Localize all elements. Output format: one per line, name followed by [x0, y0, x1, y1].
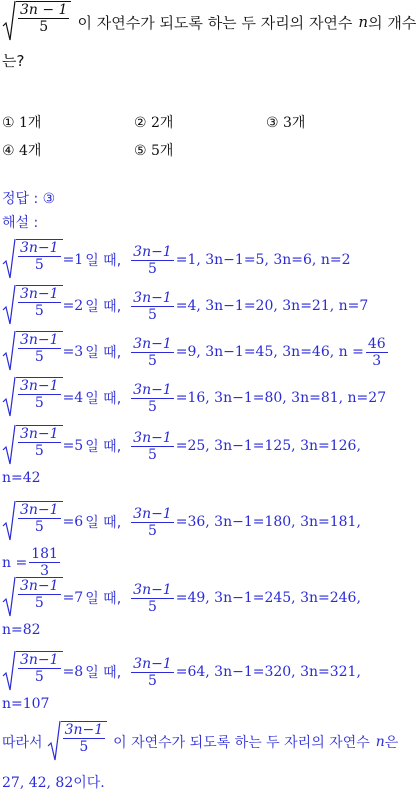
- explanation-line: [2, 238, 350, 282]
- radical: [2, 650, 63, 694]
- explanation-line: [2, 576, 361, 620]
- fraction: $\frac{3n-1}{5}$: [20, 578, 59, 611]
- explanation-line: [2, 376, 386, 420]
- question-text-b: 의 개수: [368, 13, 416, 32]
- radical: [2, 424, 63, 468]
- line-value: =8: [62, 664, 84, 680]
- explanation-line-continued: n=82: [2, 622, 41, 638]
- option-2[interactable]: ② 2개: [134, 115, 174, 131]
- radical-sign: [2, 650, 16, 694]
- line-equations: =64, 3n−1=320, 3n=321,: [175, 664, 361, 680]
- option-3[interactable]: ③ 3개: [266, 115, 306, 131]
- explanation-line: [2, 500, 361, 544]
- line-equations: =49, 3n−1=245, 3n=246,: [175, 590, 361, 606]
- line-equations: =4, 3n−1=20, 3n=21, n=7: [175, 298, 369, 314]
- question-text-c: 는?: [2, 52, 25, 70]
- line-value: =4: [62, 390, 84, 406]
- fraction: $\frac{3n-1}{5}$: [133, 381, 172, 415]
- option-4[interactable]: ④ 4개: [2, 143, 42, 159]
- line-value: =5: [62, 438, 84, 454]
- question-sqrt: [2, 0, 71, 44]
- radical-sign: [47, 720, 61, 764]
- fraction: $\frac{3n-1}{5}$: [20, 378, 59, 411]
- explanation-line: [2, 650, 361, 694]
- line-value: =2: [62, 298, 84, 314]
- fraction: $\frac{181}{3}$: [31, 546, 58, 579]
- radical: [2, 284, 63, 328]
- fraction: $\frac{3n-1}{5}$: [20, 426, 59, 459]
- conclusion-b: 이 자연수가 되도록 하는 두 자리의 자연수: [113, 735, 370, 751]
- fraction: $\frac{3n-1}{5}$: [20, 652, 59, 685]
- conclusion-frac-num: 3n−1: [64, 722, 104, 738]
- line-condition: 일 때,: [85, 253, 122, 269]
- radical: [2, 576, 63, 620]
- question-var-n: n: [358, 13, 369, 31]
- radical: [2, 500, 63, 544]
- conclusion-c: 은: [384, 735, 399, 751]
- conclusion-line: [2, 720, 398, 764]
- explanation-line: [2, 330, 390, 374]
- explanation-label: 해설 :: [2, 215, 39, 231]
- radical-sign: [2, 0, 16, 44]
- explanation-line-continued: n = $\frac{181}{3}$: [2, 546, 58, 579]
- explanation-line-continued: n=107: [2, 696, 50, 712]
- line-condition: 일 때,: [85, 345, 122, 361]
- option-5[interactable]: ⑤ 5개: [134, 143, 174, 159]
- explanation-line: [2, 284, 368, 328]
- line-equations: =25, 3n−1=125, 3n=126,: [175, 438, 361, 454]
- radical-sign: [2, 500, 16, 544]
- question-frac-num: 3n − 1: [20, 2, 68, 18]
- question-text-a: 이 자연수가 되도록 하는 두 자리의 자연수: [77, 13, 353, 32]
- option-1[interactable]: ① 1개: [2, 115, 42, 131]
- explanation-line: [2, 424, 361, 468]
- question-line: [2, 0, 416, 44]
- conclusion-d: 27, 42, 82이다.: [2, 775, 105, 791]
- explanation-line-continued: n=42: [2, 470, 41, 486]
- fraction: $\frac{3n-1}{5}$: [133, 289, 172, 323]
- line-value: =7: [62, 590, 84, 606]
- radical: [2, 330, 63, 374]
- radical-sign: [2, 376, 16, 420]
- fraction: $\frac{3n-1}{5}$: [20, 240, 59, 273]
- fraction: $\frac{46}{3}$: [367, 335, 386, 369]
- fraction: $\frac{3n-1}{5}$: [133, 505, 172, 539]
- conclusion-sqrt: [47, 720, 108, 764]
- line-equations: =16, 3n−1=80, 3n=81, n=27: [175, 390, 387, 406]
- radical: [2, 238, 63, 282]
- line-equations: =1, 3n−1=5, 3n=6, n=2: [175, 252, 351, 268]
- line-condition: 일 때,: [85, 439, 122, 455]
- conclusion-n: n: [375, 734, 385, 750]
- fraction: $\frac{3n-1}{5}$: [133, 335, 172, 369]
- fraction: $\frac{3n-1}{5}$: [20, 502, 59, 535]
- fraction: $\frac{3n-1}{5}$: [20, 286, 59, 319]
- line-value: =6: [62, 514, 84, 530]
- radical-sign: [2, 330, 16, 374]
- line-condition: 일 때,: [85, 515, 122, 531]
- line-condition: 일 때,: [85, 591, 122, 607]
- line-equations: =36, 3n−1=180, 3n=181,: [175, 514, 361, 530]
- conclusion-a: 따라서: [2, 735, 43, 751]
- line-condition: 일 때,: [85, 665, 122, 681]
- line-condition: 일 때,: [85, 391, 122, 407]
- answer-label: 정답 : ③: [2, 191, 56, 207]
- fraction: $\frac{3n-1}{5}$: [133, 429, 172, 463]
- line-value: =3: [62, 344, 84, 360]
- fraction: $\frac{3n-1}{5}$: [20, 332, 59, 365]
- conclusion-frac-den: 5: [79, 739, 89, 755]
- radical-sign: [2, 284, 16, 328]
- radical-sign: [2, 238, 16, 282]
- fraction: $\frac{3n-1}{5}$: [133, 243, 172, 277]
- line-equations: =9, 3n−1=45, 3n=46, n =: [175, 344, 364, 360]
- radical: [2, 376, 63, 420]
- fraction: $\frac{3n-1}{5}$: [133, 581, 172, 615]
- fraction: $\frac{3n-1}{5}$: [133, 655, 172, 689]
- question-frac-den: 5: [39, 19, 49, 35]
- radical-sign: [2, 576, 16, 620]
- line-value: =1: [62, 252, 84, 268]
- line-condition: 일 때,: [85, 299, 122, 315]
- radical-sign: [2, 424, 16, 468]
